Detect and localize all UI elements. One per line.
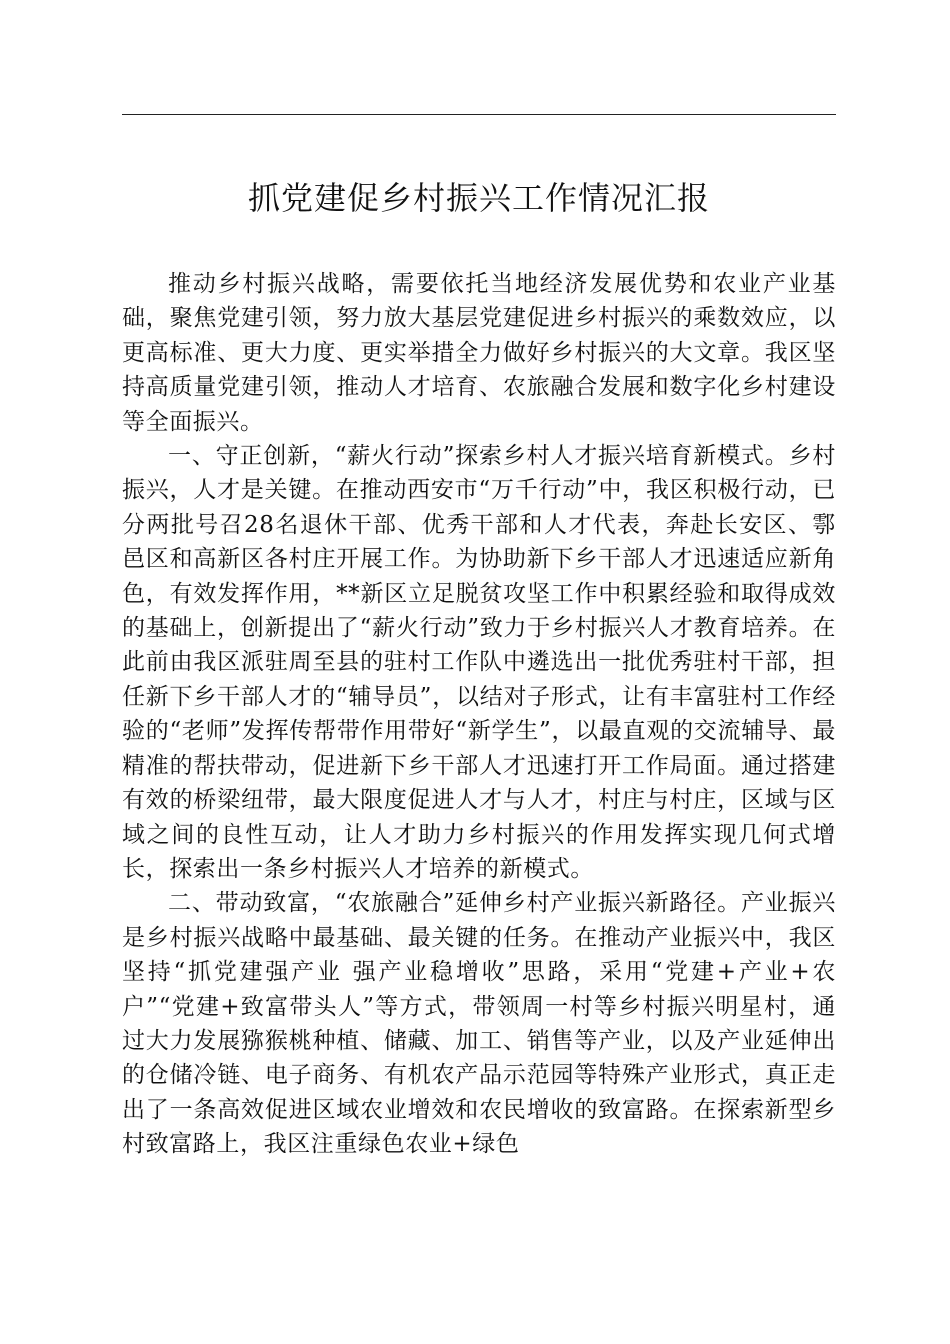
header-rule — [122, 114, 836, 115]
section-one-paragraph: 一、守正创新，“薪火行动”探索乡村人才振兴培育新模式。乡村振兴，人才是关键。在推动西安市“万千行动”中，我区积极行动，已分两批号召28名退休干部、优秀干部和人才代表，奔赴长安区、鄠邑区和高新区各村庄开展工作。为协助新下乡干部人才迅速适应新角色，有效发挥作用，**新区立足脱贫攻坚工作中积累经验和取得成效的基础上，创新提出了“薪火行动”致力于乡村振兴人才教育培养。在此前由我区派驻周至县的驻村工作队中遴选出一批优秀驻村干部，担任新下乡干部人才的“辅导员”，以结对子形式，让有丰富驻村工作经验的“老师”发挥传帮带作用带好“新学生”，以最直观的交流辅导、最精准的帮扶带动，促进新下乡干部人才迅速打开工作局面。通过搭建有效的桥梁纽带，最大限度促进人才与人才，村庄与村庄，区域与区域之间的良性互动，让人才助力乡村振兴的作用发挥实现几何式增长，探索出一条乡村振兴人才培养的新模式。 — [122, 443, 836, 882]
document-title: 抓党建促乡村振兴工作情况汇报 — [247, 179, 710, 217]
document-body — [122, 267, 836, 1162]
intro-paragraph: 推动乡村振兴战略，需要依托当地经济发展优势和农业产业基础，聚焦党建引领，努力放大基层党建促进乡村振兴的乘数效应，以更高标准、更大力度、更实举措全力做好乡村振兴的大文章。我区坚持高质量党建引领，推动人才培育、农旅融合发展和数字化乡村建设等全面振兴。 — [122, 271, 836, 435]
section-two-paragraph: 二、带动致富，“农旅融合”延伸乡村产业振兴新路径。产业振兴是乡村振兴战略中最基础、最关键的任务。在推动产业振兴中，我区坚持“抓党建强产业 强产业稳增收”思路，采用“党建+产业+农户”“党建+致富带头人”等方式，带领周一村等乡村振兴明星村，通过大力发展猕猴桃种植、储藏、加工、销售等产业，以及产业延伸出的仓储冷链、电子商务、有机农产品示范园等特殊产业形式，真正走出了一条高效促进区域农业增效和农民增收的致富路。在探索新型乡村致富路上，我区注重绿色农业+绿色 — [122, 890, 836, 1158]
